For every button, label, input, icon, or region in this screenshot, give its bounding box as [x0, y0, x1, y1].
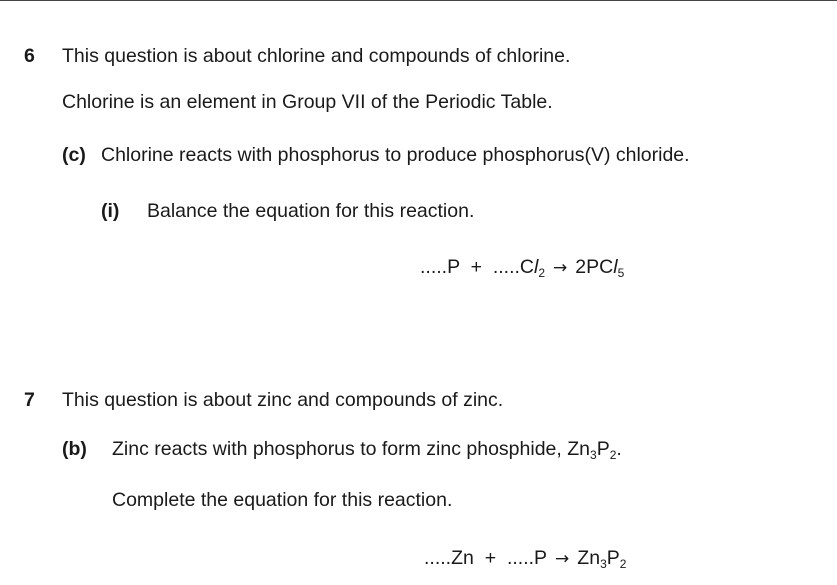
subpart-i-label: (i): [101, 200, 120, 222]
instruction-text: Complete the equation for this reaction.: [112, 489, 453, 511]
reactant-phosphorus: P: [447, 256, 460, 278]
product-coefficient: 2: [575, 256, 587, 278]
product-zn: Zn: [577, 547, 601, 569]
chlorine-subscript: 2: [538, 266, 546, 280]
reaction-arrow: →: [555, 549, 570, 569]
question-6-intro: Chlorine is an element in Group VII of the Periodic Table.: [62, 91, 553, 113]
part-b-text: Zinc reacts with phosphorus to form zinc phosphide, $Zn_3P_2$.: [112, 438, 622, 462]
question-6-number: 6: [24, 45, 35, 67]
product-p-subscript: 2: [619, 557, 627, 571]
equation-zinc-phosphorus: [424, 546, 626, 571]
subpart-i-text: Balance the equation for this reaction.: [147, 200, 475, 222]
product-pcl-l: l: [613, 256, 618, 278]
zinc-phosphide-formula: $Zn_3P_2$.: [567, 438, 622, 462]
reaction-arrow: →: [553, 258, 568, 278]
question-6-title: This question is about chlorine and compounds of chlorine.: [62, 45, 571, 67]
part-b-label: (b): [62, 438, 87, 460]
product-p: P: [606, 547, 620, 569]
reactant-phosphorus: P: [534, 547, 548, 569]
coefficient-blank-p[interactable]: .....: [506, 547, 535, 569]
plus-sign: +: [484, 547, 497, 569]
plus-sign: +: [470, 256, 482, 278]
question-7-number: 7: [24, 389, 35, 411]
question-7-title: This question is about zinc and compounds of zinc.: [62, 389, 504, 411]
coefficient-blank-cl2[interactable]: .....: [492, 256, 520, 278]
equation-chlorine-phosphorus: [420, 255, 624, 280]
coefficient-blank-p[interactable]: .....: [420, 256, 448, 278]
product-zn-subscript: 3: [600, 557, 607, 571]
top-border-line: [0, 0, 837, 1]
coefficient-blank-zn[interactable]: .....: [424, 547, 452, 569]
product-pcl-main: PC: [586, 256, 614, 278]
reactant-chlorine: Cl: [519, 256, 539, 278]
reactant-zinc: Zn: [451, 547, 474, 569]
part-c-label: (c): [62, 144, 86, 166]
part-c-text: Chlorine reacts with phosphorus to produce phosphorus(V) chloride.: [101, 144, 690, 166]
product-subscript: 5: [617, 266, 625, 280]
